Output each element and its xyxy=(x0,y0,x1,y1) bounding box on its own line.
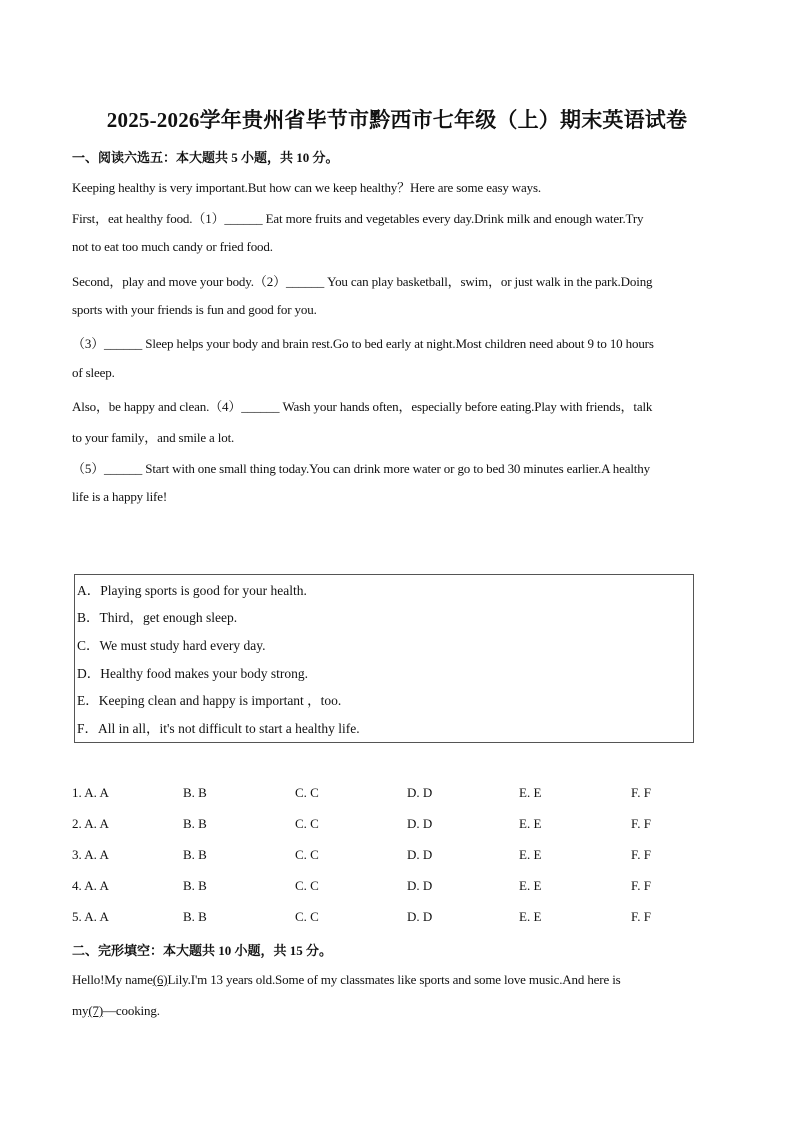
answer-choice[interactable]: E. E xyxy=(519,816,542,831)
passage-line: Also，be happy and clean.（4）______ Wash your hands often，especially before eating.Play with friends，talk xyxy=(72,399,653,414)
answer-row xyxy=(72,878,722,898)
cloze-line xyxy=(72,972,722,988)
answer-row xyxy=(72,909,722,929)
answer-choice[interactable]: C. C xyxy=(295,785,319,800)
answer-choice[interactable]: D. D xyxy=(407,816,433,831)
option-e: E．Keeping clean and happy is important ，too. xyxy=(77,693,342,708)
answer-choice[interactable]: F. F xyxy=(631,847,651,862)
answer-choice[interactable]: C. C xyxy=(295,878,319,893)
option-f: F．All in all，it's not difficult to start a healthy life. xyxy=(77,721,360,736)
answer-choice[interactable]: D. D xyxy=(407,878,433,893)
option-c: C．We must study hard every day. xyxy=(77,638,266,653)
answer-choice[interactable]: 5. A. A xyxy=(72,909,109,924)
answer-choice[interactable]: E. E xyxy=(519,847,542,862)
answer-row xyxy=(72,847,722,867)
passage-line: sports with your friends is fun and good for you. xyxy=(72,302,317,317)
exam-title: 2025-2026学年贵州省毕节市黔西市七年级（上）期末英语试卷 xyxy=(106,108,688,132)
answer-row xyxy=(72,785,722,805)
passage-line: First，eat healthy food.（1）______ Eat more fruits and vegetables every day.Drink milk and enough water.Try xyxy=(72,211,644,226)
answer-choice[interactable]: 3. A. A xyxy=(72,847,109,862)
answer-choice[interactable]: D. D xyxy=(407,785,433,800)
answer-choice[interactable]: 4. A. A xyxy=(72,878,109,893)
passage-line: Second，play and move your body.（2）______ You can play basketball，swim，or just walk in the park.Doing xyxy=(72,274,653,289)
answer-choice[interactable]: B. B xyxy=(183,816,207,831)
answer-choice[interactable]: B. B xyxy=(183,909,207,924)
passage-line: of sleep. xyxy=(72,365,115,380)
passage-line: life is a happy life! xyxy=(72,489,168,504)
cloze-blank-6[interactable]: (6) xyxy=(152,972,168,987)
answer-choice[interactable]: E. E xyxy=(519,878,542,893)
answer-choice[interactable]: C. C xyxy=(295,816,319,831)
answer-choice[interactable]: C. C xyxy=(295,847,319,862)
cloze-text: my xyxy=(72,1003,89,1018)
cloze-line xyxy=(72,1003,722,1019)
options-box xyxy=(74,574,694,743)
passage-line: （3）______ Sleep helps your body and brain rest.Go to bed early at night.Most children need about 9 to 10 hours xyxy=(72,336,654,351)
answer-row xyxy=(72,816,722,836)
answer-choice[interactable]: B. B xyxy=(183,785,207,800)
cloze-blank-7[interactable]: (7) xyxy=(88,1003,104,1018)
answer-choice[interactable]: 1. A. A xyxy=(72,785,109,800)
option-a: A．Playing sports is good for your health. xyxy=(77,583,307,598)
answer-choice[interactable]: B. B xyxy=(183,878,207,893)
cloze-text: Hello!My name xyxy=(72,972,153,987)
answer-choice[interactable]: F. F xyxy=(631,878,651,893)
answer-choice[interactable]: F. F xyxy=(631,909,651,924)
passage-line: not to eat too much candy or fried food. xyxy=(72,239,273,254)
answer-choice[interactable]: E. E xyxy=(519,785,542,800)
answer-choice[interactable]: F. F xyxy=(631,785,651,800)
passage-line: （5）______ Start with one small thing today.You can drink more water or go to bed 30 minutes earlier.A healthy xyxy=(72,461,650,476)
answer-choice[interactable]: D. D xyxy=(407,909,433,924)
answer-choice[interactable]: E. E xyxy=(519,909,542,924)
answer-choice[interactable]: 2. A. A xyxy=(72,816,109,831)
answer-choice[interactable]: D. D xyxy=(407,847,433,862)
answer-choice[interactable]: C. C xyxy=(295,909,319,924)
section2-heading: 二、完形填空：本大题共 10 小题，共 15 分。 xyxy=(72,943,333,958)
passage-line: to your family，and smile a lot. xyxy=(72,430,235,445)
answer-choice[interactable]: F. F xyxy=(631,816,651,831)
answer-choice[interactable]: B. B xyxy=(183,847,207,862)
option-b: B．Third，get enough sleep. xyxy=(77,610,238,625)
cloze-text: —cooking. xyxy=(103,1003,160,1018)
option-d: D．Healthy food makes your body strong. xyxy=(77,666,308,681)
cloze-text: Lily.I'm 13 years old.Some of my classmates like sports and some love music.And here is xyxy=(167,972,621,987)
passage-line: Keeping healthy is very important.But how can we keep healthy？Here are some easy ways. xyxy=(72,180,542,195)
section1-heading: 一、阅读六选五：本大题共 5 小题，共 10 分。 xyxy=(72,150,339,165)
